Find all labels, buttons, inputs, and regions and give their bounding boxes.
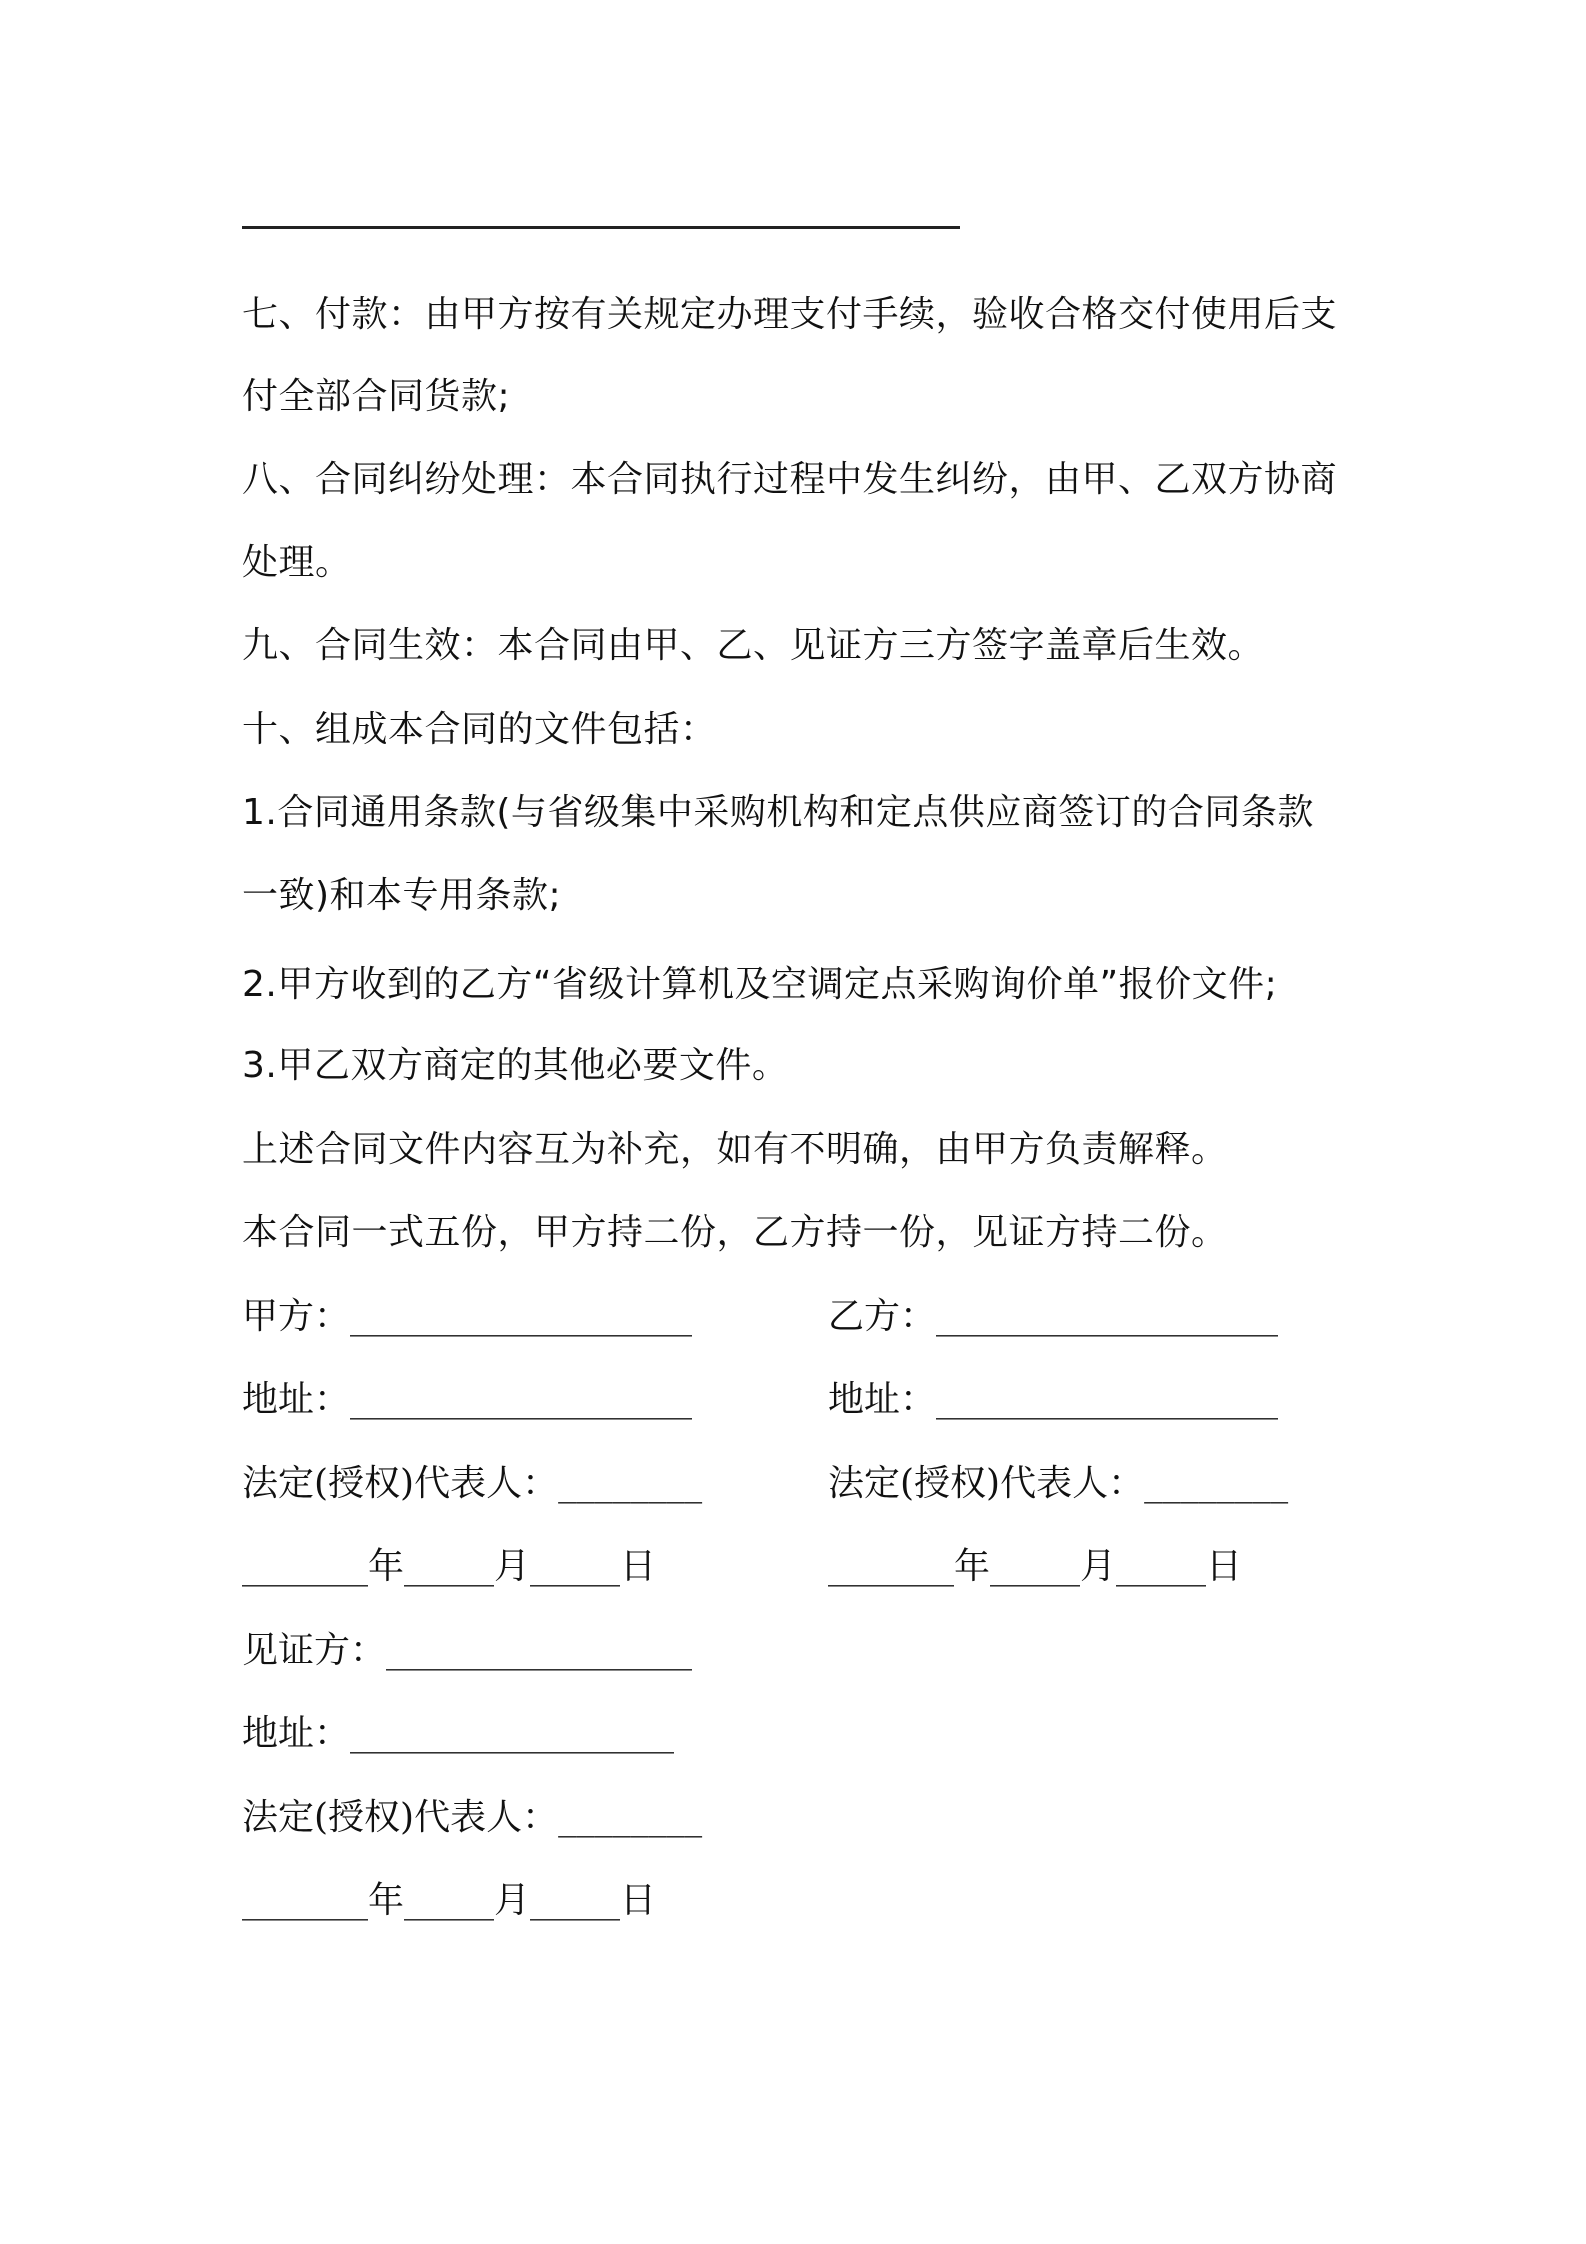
clause-payment-line2: 付全部合同货款; [242, 376, 511, 417]
witness-address-field: 地址：__________________ [242, 1713, 675, 1754]
doc-item-3: 3.甲乙双方商定的其他必要文件。 [242, 1045, 789, 1086]
clause-docs-intro: 十、组成本合同的文件包括： [242, 709, 717, 750]
party-a-address-field: 地址：___________________ [242, 1379, 693, 1420]
witness-field: 见证方：_________________ [242, 1630, 693, 1671]
party-b-field: 乙方：___________________ [828, 1296, 1279, 1337]
party-b-address-field: 地址：___________________ [828, 1379, 1279, 1420]
party-b-representative-field: 法定(授权)代表人：________ [828, 1463, 1289, 1504]
witness-representative-field: 法定(授权)代表人：________ [242, 1797, 703, 1838]
party-a-field: 甲方：___________________ [242, 1296, 693, 1337]
clause-effect: 九、合同生效：本合同由甲、乙、见证方三方签字盖章后生效。 [242, 625, 1265, 666]
witness-date-field: _______年_____月_____日 [242, 1880, 656, 1921]
blank-underline [242, 226, 960, 229]
doc-item-2: 2.甲方收到的乙方“省级计算机及空调定点采购询价单”报价文件; [242, 964, 1278, 1005]
clause-dispute-line1: 八、合同纠纷处理：本合同执行过程中发生纠纷，由甲、乙双方协商 [242, 459, 1338, 500]
doc-item-1-line2: 一致)和本专用条款; [242, 875, 562, 916]
party-a-representative-field: 法定(授权)代表人：________ [242, 1463, 703, 1504]
party-b-date-field: _______年_____月_____日 [828, 1546, 1242, 1587]
party-a-date-field: _______年_____月_____日 [242, 1546, 656, 1587]
clause-payment-line1: 七、付款：由甲方按有关规定办理支付手续，验收合格交付使用后支 [242, 294, 1338, 335]
doc-item-1-line1: 1.合同通用条款(与省级集中采购机构和定点供应商签订的合同条款 [242, 792, 1314, 833]
supplement-note: 上述合同文件内容互为补充，如有不明确，由甲方负责解释。 [242, 1129, 1228, 1170]
copies-note: 本合同一式五份，甲方持二份，乙方持一份，见证方持二份。 [242, 1212, 1228, 1253]
clause-dispute-line2: 处理。 [242, 542, 352, 583]
